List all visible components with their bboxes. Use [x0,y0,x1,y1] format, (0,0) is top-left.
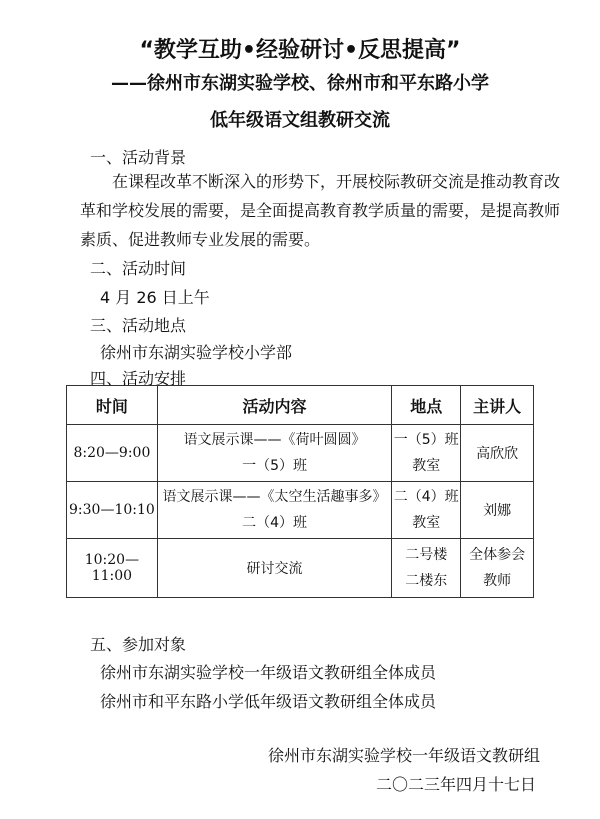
document-title: “教学互助•经验研讨•反思提高” [139,38,461,63]
participants-heading: 五、参加对象 [90,635,187,654]
row-content [157,539,391,598]
background-line-1: 在课程改革不断深入的形势下，开展校际教研交流是推动教育改 [112,172,561,191]
place-line-2: 二楼东 [405,573,448,589]
footer-org: 徐州市东湖实验学校一年级语文教研组 [268,746,541,765]
row-place [392,482,461,539]
time-heading: 二、活动时间 [90,259,187,278]
schedule-heading: 四、活动安排 [90,369,187,388]
header-speaker: 主讲人 [461,386,534,425]
footer-date: 二〇二三年四月十七日 [376,775,537,794]
content-line-2: 二（4）班 [242,515,307,531]
participant-1: 徐州市东湖实验学校一年级语文教研组全体成员 [100,663,437,682]
place-value: 徐州市东湖实验学校小学部 [100,343,293,362]
speaker-line-2: 教师 [483,573,512,589]
background-line-3: 素质、促进教师专业发展的需要。 [80,230,321,249]
place-line-2: 教室 [412,515,441,531]
content-line-1: 语文展示课——《荷叶圆圆》 [183,432,366,448]
content-line-2: 一（5）班 [242,458,307,474]
table-row [67,539,534,598]
schedule-table [66,385,534,598]
header-content: 活动内容 [157,386,391,425]
document-subtitle-2: 低年级语文组教研交流 [210,110,390,131]
table-header-row [67,386,534,425]
content-line-1: 语文展示课——《太空生活趣事多》 [162,489,387,505]
place-line-1: 二（4）班 [393,489,459,505]
row-content [157,425,391,482]
row-place [392,539,461,598]
time-value: 4 月 26 日上午 [100,288,210,307]
row-time: 10:20—11:00 [67,539,158,598]
table-row [67,482,534,539]
place-heading: 三、活动地点 [90,316,187,335]
participant-2: 徐州市和平东路小学低年级语文教研组全体成员 [100,692,437,711]
speaker-line-1: 高欣欣 [476,446,519,462]
document-subtitle: ——徐州市东湖实验学校、徐州市和平东路小学 [111,73,489,94]
place-line-1: 二号楼 [405,547,448,563]
row-place [392,425,461,482]
row-content [157,482,391,539]
header-time: 时间 [67,386,158,425]
table-row [67,425,534,482]
row-speaker [461,425,534,482]
row-time: 9:30—10:10 [67,482,158,539]
background-heading: 一、活动背景 [90,148,187,167]
row-speaker [461,482,534,539]
row-time: 8:20—9:00 [67,425,158,482]
content-line-1: 研讨交流 [246,561,303,577]
speaker-line-1: 刘娜 [483,503,512,519]
header-place: 地点 [392,386,461,425]
speaker-line-1: 全体参会 [469,547,526,563]
place-line-2: 教室 [412,458,441,474]
place-line-1: 一（5）班 [393,432,459,448]
row-speaker [461,539,534,598]
background-line-2: 革和学校发展的需要，是全面提高教育教学质量的需要，是提高教师 [80,201,561,220]
